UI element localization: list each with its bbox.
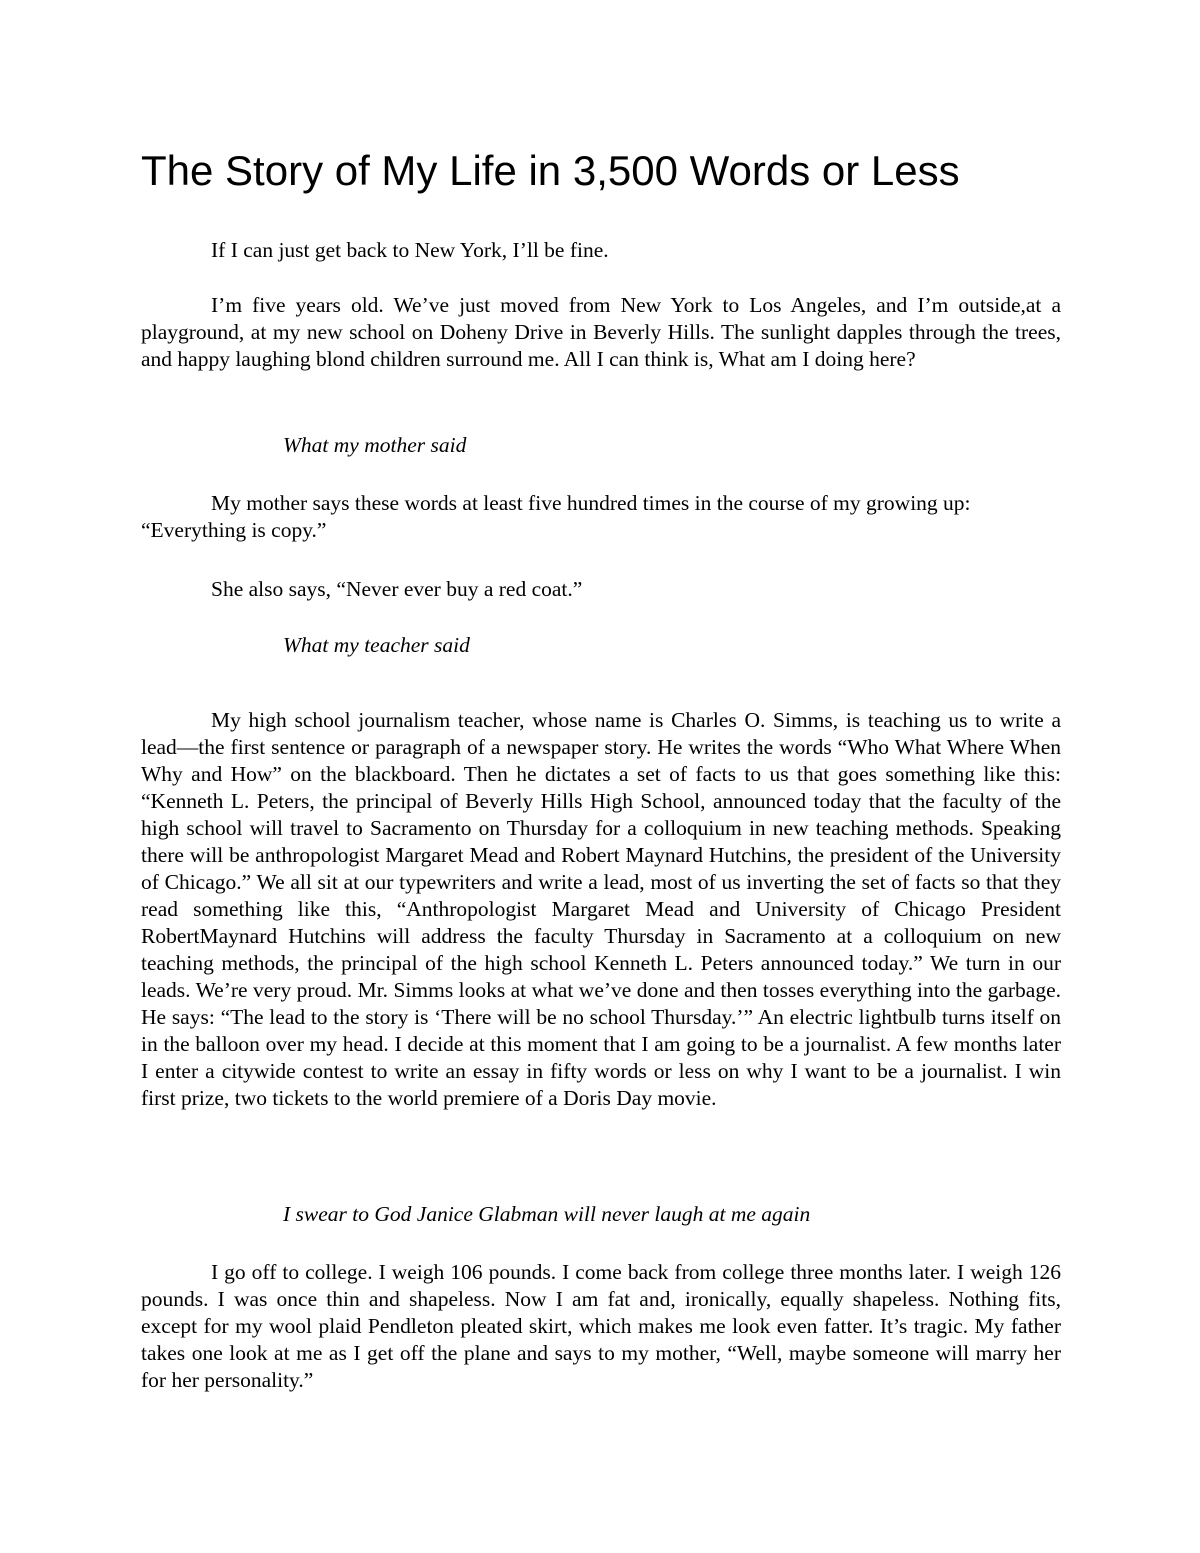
paragraph-journalism-teacher: My high school journalism teacher, whose name is Charles O. Simms, is teaching us to write a lead—the first sentence or paragraph of a newspaper story. He writes the words “Who What Where When Why and How” on the blackboard. Then he dictates a set of facts to us that goes something like this: “Kenneth L. Peters, the principal of Beverly Hills High School, announced today that the faculty of the high school will travel to Sacramento on Thursday for a colloquium in new teaching methods. Speaking there will be anthropologist Margaret Mead and Robert Maynard Hutchins, the president of the University of Chicago.” We all sit at our typewriters and write a lead, most of us inverting the set of facts so that they read something like this, “Anthropologist Margaret Mead and University of Chicago President RobertMaynard Hutchins will address the faculty Thursday in Sacramento at a colloquium on new teaching methods, the principal of the high school Kenneth L. Peters announced today.” We turn in our leads. We’re very proud. Mr. Simms looks at what we’ve done and then tosses everything into the garbage. He says: “The lead to the story is ‘There will be no school Thursday.’” An electric lightbulb turns itself on in the balloon over my head. I decide at this moment that I am going to be a journalist. A few months later I enter a citywide contest to write an essay in fifty words or less on why I want to be a journalist. I win first prize, two tickets to the world premiere of a Doris Day movie. <box>141 708 1061 1110</box>
paragraph-five-years-old: I’m five years old. We’ve just moved from New York to Los Angeles, and I’m outside,at a playground, at my new school on Doheny Drive in Beverly Hills. The sunlight dapples through the trees, and happy laughing blond children surround me. All I can think is, What am I doing here? <box>141 293 1061 371</box>
paragraph-everything-is-copy: My mother says these words at least five hundred times in the course of my growing up: “Everything is copy.” <box>141 491 971 542</box>
section-heading-janice: I swear to God Janice Glabman will never laugh at me again <box>283 1202 811 1226</box>
paragraph-college: I go off to college. I weigh 106 pounds. I come back from college three months later. I weigh 126 pounds. I was once thin and shapeless. Now I am fat and, ironically, equally shapeless. Nothing fits, except for my wool plaid Pendleton pleated skirt, which makes me look even fatter. It’s tragic. My father takes one look at me as I get off the plane and says to my mother, “Well, maybe someone will marry her for her personality.” <box>141 1260 1061 1392</box>
section-heading-mother: What my mother said <box>283 433 467 457</box>
section-heading-teacher: What my teacher said <box>283 633 470 657</box>
paragraph-new-york: If I can just get back to New York, I’ll be fine. <box>211 238 609 262</box>
document-title: The Story of My Life in 3,500 Words or Less <box>141 147 960 194</box>
paragraph-red-coat: She also says, “Never ever buy a red coat.” <box>211 577 583 601</box>
